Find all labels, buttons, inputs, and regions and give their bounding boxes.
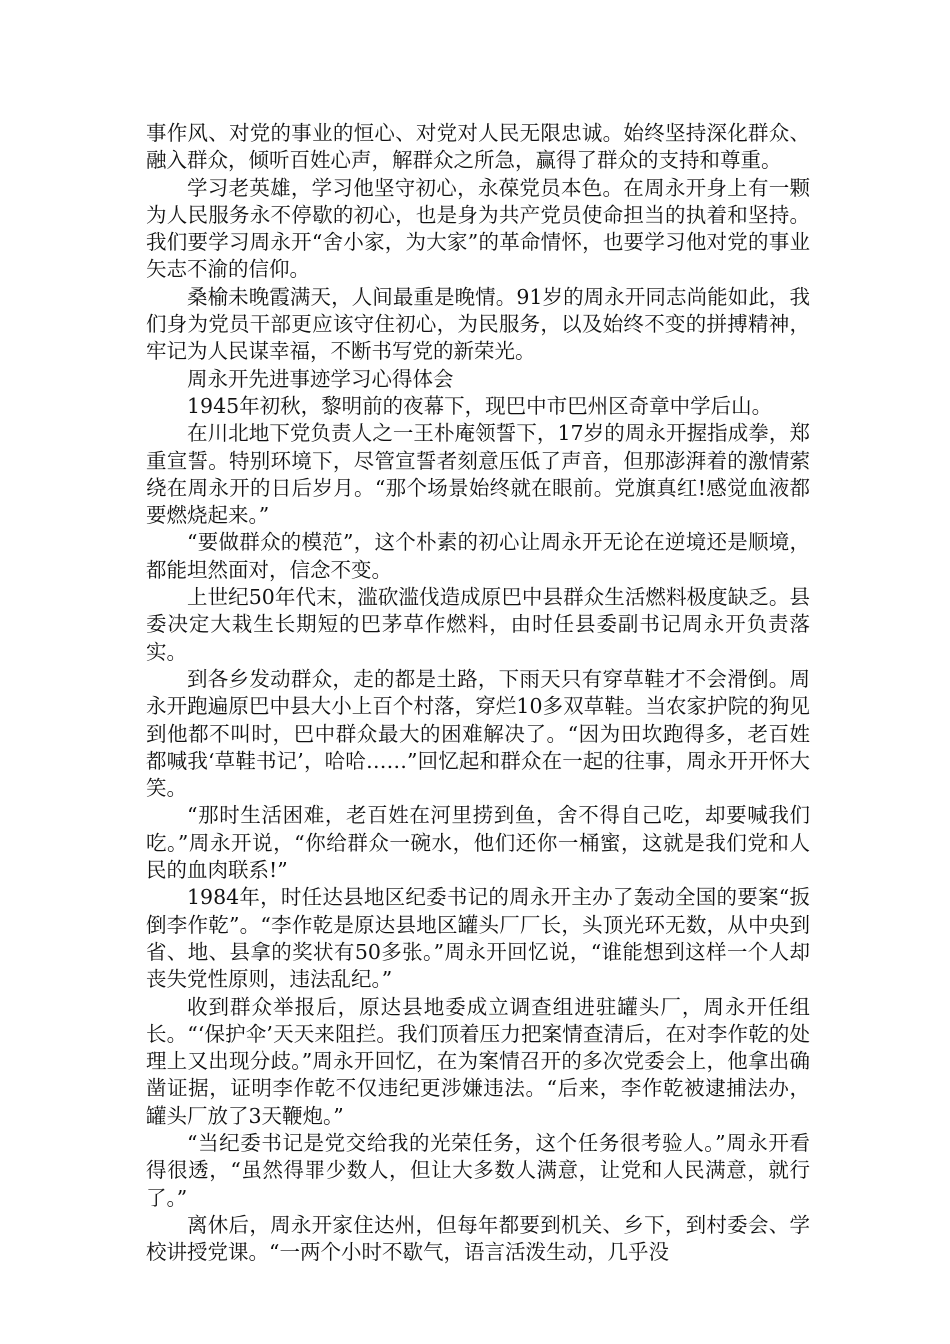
paragraph: “当纪委书记是党交给我的光荣任务，这个任务很考验人。”周永开看得很透，“虽然得罪少数人，但让大多数人满意，让党和人民满意，就行了。”: [146, 1130, 810, 1210]
paragraph: 离休后，周永开家住达州，但每年都要到机关、乡下，到村委会、学校讲授党课。“一两个小时不歇气，语言活泼生动，几乎没: [146, 1212, 810, 1265]
paragraph: 上世纪50年代末，滥砍滥伐造成原巴中县群众生活燃料极度缺乏。县委决定大栽生长期短的巴茅草作燃料，由时任县委副书记周永开负责落实。: [146, 585, 810, 664]
paragraph: 收到群众举报后，原达县地委成立调查组进驻罐头厂，周永开任组长。“‘保护伞’天天来阻拦。我们顶着压力把案情查清后，在对李作乾的处理上又出现分歧。”周永开回忆，在为案情召开的多次党委会上，他拿出确凿证据，证明李作乾不仅违纪更涉嫌违法。“后来，李作乾被逮捕法办，罐头厂放了3天鞭炮。”: [146, 994, 810, 1128]
paragraph: “那时生活困难，老百姓在河里捞到鱼，舍不得自己吃，却要喊我们吃。”周永开说，“你给群众一碗水，他们还你一桶蜜，这就是我们党和人民的血肉联系!”: [146, 803, 810, 883]
paragraph: 1945年初秋，黎明前的夜幕下，现巴中市巴州区奇章中学后山。: [187, 393, 773, 418]
paragraph: 学习老英雄，学习他坚守初心，永葆党员本色。在周永开身上有一颗为人民服务永不停歇的初心，也是身为共产党员使命担当的执着和坚持。我们要学习周永开“舍小家，为大家”的革命情怀，也要学习他对党的事业矢志不渝的信仰。: [146, 175, 810, 282]
paragraph: 桑榆未晚霞满天，人间最重是晚情。91岁的周永开同志尚能如此，我们身为党员干部更应该守住初心，为民服务，以及始终不变的拼搏精神，牢记为人民谋幸福，不断书写党的新荣光。: [146, 284, 810, 364]
paragraph: 1984年，时任达县地区纪委书记的周永开主办了轰动全国的要案“扳倒李作乾”。“李作乾是原达县地区罐头厂厂长，头顶光环无数，从中央到省、地、县拿的奖状有50多张。”周永开回忆说，“谁能想到这样一个人却丧失党性原则，违法乱纪。”: [146, 885, 810, 992]
paragraph: “要做群众的模范”，这个朴素的初心让周永开无论在逆境还是顺境，都能坦然面对，信念不变。: [146, 530, 810, 582]
document-page: [146, 120, 810, 1266]
paragraph: 到各乡发动群众，走的都是土路，下雨天只有穿草鞋才不会滑倒。周永开跑遍原巴中县大小上百个村落，穿烂10多双草鞋。当农家护院的狗见到他都不叫时，巴中群众最大的困难解决了。“因为田坎跑得多，老百姓都喊我‘草鞋书记’，哈哈……”回忆起和群众在一起的往事，周永开开怀大笑。: [146, 666, 810, 801]
paragraph: 在川北地下党负责人之一王朴庵领誓下，17岁的周永开握指成拳，郑重宣誓。特别环境下，尽管宣誓者刻意压低了声音，但那澎湃着的激情萦绕在周永开的日后岁月。“那个场景始终就在眼前。党旗真红!感觉血液都要燃烧起来。”: [146, 421, 810, 528]
paragraph: 事作风、对党的事业的恒心、对党对人民无限忠诚。始终坚持深化群众、融入群众，倾听百姓心声，解群众之所急，赢得了群众的支持和尊重。: [146, 121, 810, 173]
section-heading: 周永开先进事迹学习心得体会: [187, 366, 454, 391]
